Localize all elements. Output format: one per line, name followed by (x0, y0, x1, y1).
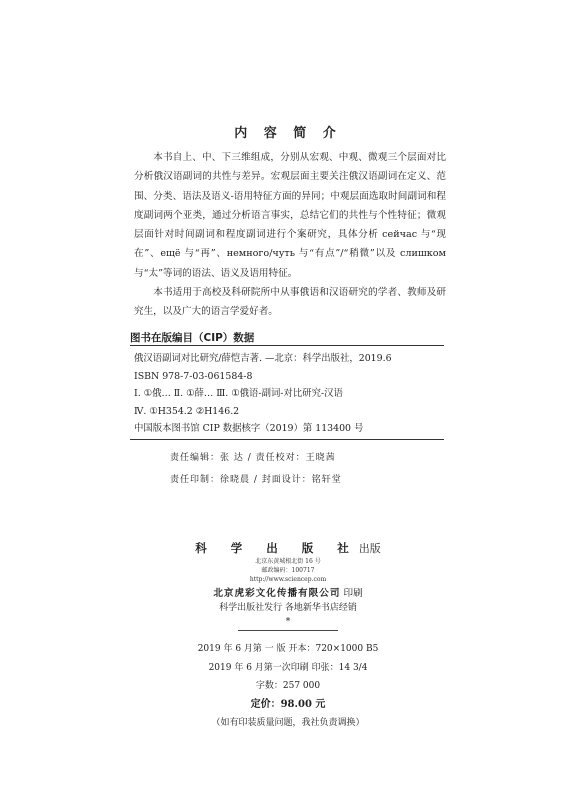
cip-heading: 图书在版编目（CIP）数据 (130, 332, 255, 344)
cip-line-classification: Ⅳ. ①H354.2 ②H146.2 (134, 405, 240, 417)
publisher-block (0, 540, 576, 629)
publisher-line (0, 540, 576, 557)
printer-suffix: 印刷 (343, 588, 363, 599)
distribution-line: 科学出版社发行 各地新华书店经销 (219, 603, 357, 613)
separator-mark: * (285, 617, 291, 627)
cip-data (134, 350, 392, 438)
word-count: 字数：257 000 (255, 681, 321, 691)
staff-line-production: 责任印制：徐晓晨 / 封面设计：铭轩堂 (170, 474, 342, 485)
summary-text (134, 148, 446, 322)
summary-paragraph-1: 本书自上、中、下三维组成，分别从宏观、中观、微观三个层面对比分析俄汉语副词的共性与差异。宏观层面主要关注俄汉语副词在定义、范围、分类、语法及语义-语用特征方面的异同；中观层面选取时间副词和程度副词两个亚类，通过分析语言事实，总结它们的共性与个性特征；微观层面针对时间副词和程度副词进行个案研究，具体分析 сейчас 与“现在”、ещё 与“再”、немного/чуть 与“有点”/“稍微”以及 слишком 与“太”等词的语法、语义及语用特征。 (134, 152, 446, 279)
cip-line-isbn: ISBN 978-7-03-061584-8 (134, 370, 253, 382)
publisher-address: 北京东黄城根北街 16 号 (255, 558, 321, 565)
cip-line-title: 俄汉语副词对比研究/薛恺吉著. —北京：科学出版社，2019.6 (134, 353, 392, 364)
publisher-name: 科 学 出 版 社 (195, 541, 359, 555)
summary-title: 内 容 简 介 (234, 126, 342, 141)
cip-line-subjects: Ⅰ. ①俄… Ⅱ. ①薛… Ⅲ. ①俄语-副词-对比研究-汉语 (134, 388, 343, 400)
printer-line (0, 586, 576, 601)
print-line: 2019 年 6 月第一次印刷 印张：14 3/4 (208, 662, 368, 673)
cip-bottom-rule (130, 439, 444, 440)
publisher-website: http://www.sciencep.com (249, 576, 327, 583)
staff-credits (170, 448, 342, 491)
section-divider (238, 630, 338, 631)
edition-block (0, 640, 576, 733)
cip-line-record: 中国版本图书馆 CIP 数据核字（2019）第 113400 号 (134, 423, 364, 435)
publisher-suffix: 出版 (358, 542, 381, 555)
quality-notice: （如有印装质量问题，我社负责调换） (211, 718, 365, 728)
publisher-postcode: 邮政编码：100717 (261, 567, 315, 574)
price: 定价：98.00 元 (250, 698, 326, 710)
staff-line-editors: 责任编辑：张 达 / 责任校对：王晓茜 (170, 453, 336, 463)
cip-top-rule (130, 345, 444, 346)
printer-name: 北京虎彩文化传播有限公司 (213, 588, 341, 599)
summary-paragraph-2: 本书适用于高校及科研院所中从事俄语和汉语研究的学者、教师及研究生，以及广大的语言学爱好者。 (134, 287, 446, 318)
edition-line: 2019 年 6 月第 一 版 开本：720×1000 B5 (197, 644, 379, 654)
